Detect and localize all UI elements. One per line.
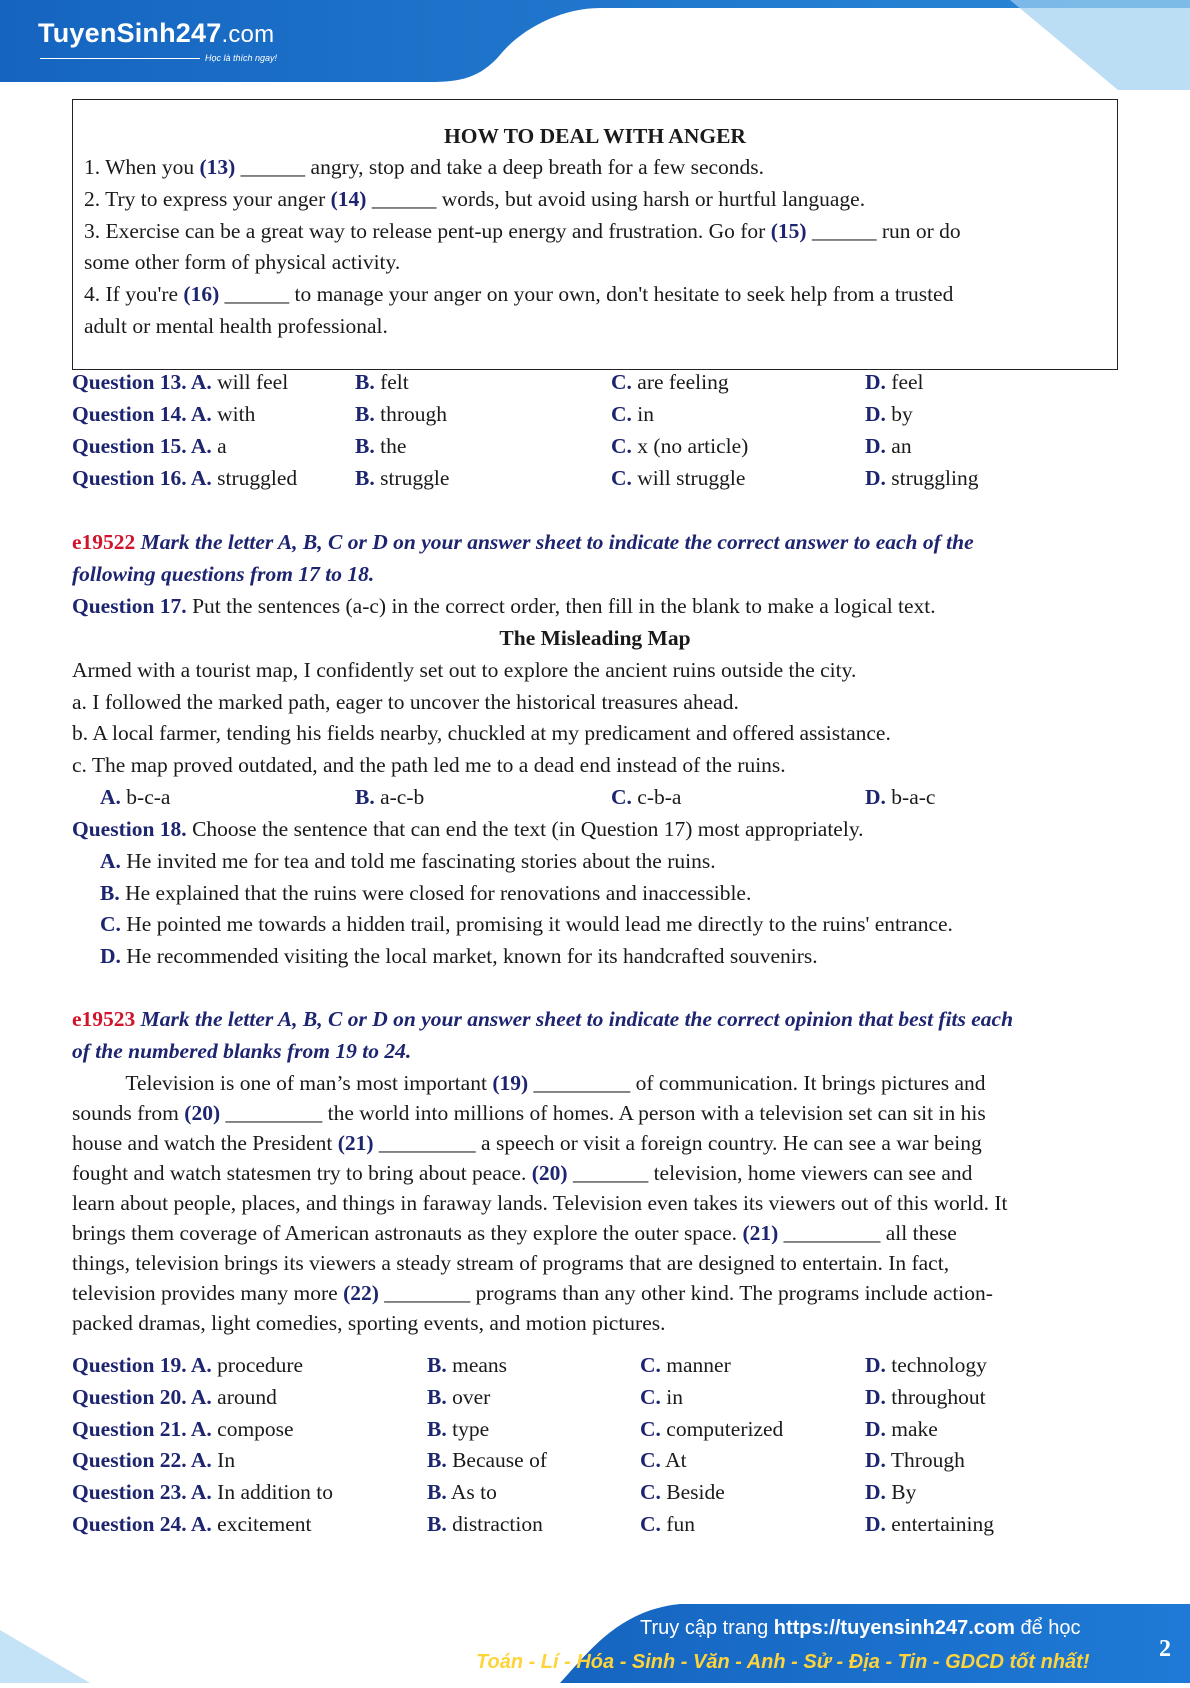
passage-text: _________ the world into millions of homes. A person with a television set can sit in his <box>220 1101 986 1125</box>
option-letter: C. <box>611 466 632 490</box>
passage-line <box>84 187 865 212</box>
question-text: Put the sentences (a-c) in the correct order, then fill in the blank to make a logical text. <box>186 594 936 618</box>
passage-line <box>84 314 388 339</box>
option-letter: B. <box>355 370 375 394</box>
option-text: struggled <box>211 466 298 490</box>
instruction-text: Mark the letter A, B, C or D on your answer sheet to indicate the correct answer to each of the <box>135 530 974 554</box>
option-text: Through <box>885 1448 965 1472</box>
option-text: As to <box>446 1480 497 1504</box>
option-letter: D. <box>100 944 121 968</box>
option-text: entertaining <box>885 1512 994 1536</box>
question-label: Question 24. A. <box>72 1512 212 1536</box>
question-label: Question 16. A. <box>72 466 212 490</box>
option-d[interactable] <box>865 1480 916 1505</box>
option-text: make <box>885 1417 938 1441</box>
passage-text: _________ of communication. It brings pictures and <box>528 1071 986 1095</box>
option-d[interactable] <box>865 370 924 395</box>
option-text: excitement <box>211 1512 312 1536</box>
passage-text: 3. Exercise can be a great way to release pent-up energy and frustration. Go for <box>84 219 771 243</box>
option-letter: B. <box>355 434 375 458</box>
section-code: e19523 <box>72 1007 136 1031</box>
option-letter: C. <box>640 1417 661 1441</box>
passage-line <box>72 1191 1008 1216</box>
blank-number: (14) <box>330 187 367 211</box>
option-text: In <box>211 1448 236 1472</box>
option-letter: B. <box>427 1353 447 1377</box>
section-19-24-instruction-line-1 <box>72 1007 1013 1032</box>
option-c[interactable] <box>640 1480 725 1505</box>
section-19-24-instruction-line-2: of the numbered blanks from 19 to 24. <box>72 1039 412 1063</box>
question-label: Question 23. A. <box>72 1480 212 1504</box>
option-d[interactable] <box>865 1448 965 1473</box>
passage-text: 4. If you're <box>84 282 184 306</box>
option-text: felt <box>374 370 409 394</box>
option-text: b-c-a <box>120 785 171 809</box>
passage-line <box>72 1281 993 1306</box>
passage-line <box>72 1311 666 1336</box>
option-text: He explained that the ruins were closed for renovations and inaccessible. <box>119 881 752 905</box>
option-letter: C. <box>611 370 632 394</box>
passage-text: _________ all these <box>778 1221 957 1245</box>
option-letter: B. <box>427 1448 447 1472</box>
option-c[interactable] <box>611 466 745 491</box>
option-text: will feel <box>211 370 289 394</box>
passage-text: 1. When you <box>84 155 200 179</box>
option-b[interactable] <box>355 370 409 395</box>
option-letter: B. <box>427 1417 447 1441</box>
option-letter: D. <box>865 370 886 394</box>
footer-visit-text <box>640 1617 1081 1640</box>
passage-line <box>84 219 961 244</box>
footer-subjects: Toán - Lí - Hóa - Sinh - Văn - Anh - Sử - Địa - Tin - GDCD tốt nhất! <box>476 1651 1090 1673</box>
option-b[interactable] <box>427 1353 507 1378</box>
option-text: feel <box>885 370 924 394</box>
blank-number: (20) <box>184 1101 221 1125</box>
blank-number: (20) <box>531 1161 568 1185</box>
option-text: are feeling <box>631 370 729 394</box>
option-d[interactable] <box>865 434 912 459</box>
question-option-a <box>72 402 255 427</box>
option-letter: D. <box>865 1448 886 1472</box>
logo-slogan: Học là thích ngay! <box>205 53 278 63</box>
option-text: Beside <box>660 1480 725 1504</box>
passage-text: _________ a speech or visit a foreign country. He can see a war being <box>373 1131 982 1155</box>
passage-line <box>84 282 953 307</box>
question-label: Question 13. A. <box>72 370 212 394</box>
option-c[interactable] <box>611 785 681 810</box>
blank-number: (21) <box>337 1131 374 1155</box>
question-option-a <box>72 1480 333 1505</box>
passage-line <box>72 1071 986 1096</box>
option-text: x (no article) <box>631 434 749 458</box>
passage-text: adult or mental health professional. <box>84 314 388 338</box>
option-d[interactable] <box>865 1417 938 1442</box>
passage-line <box>72 1161 972 1186</box>
passage-text: sounds from <box>72 1101 185 1125</box>
option-text: type <box>446 1417 490 1441</box>
question-label: Question 22. A. <box>72 1448 212 1472</box>
option-text: distraction <box>446 1512 543 1536</box>
option-b[interactable] <box>427 1385 490 1410</box>
footer-post-text: để học <box>1014 1617 1081 1639</box>
question-option-a <box>72 1353 303 1378</box>
option-c[interactable] <box>640 1417 783 1442</box>
option-letter: D. <box>865 434 886 458</box>
option-text: struggle <box>374 466 450 490</box>
passage-text: house and watch the President <box>72 1131 338 1155</box>
option-letter: B. <box>427 1480 447 1504</box>
option-text: the <box>374 434 407 458</box>
option-c[interactable] <box>640 1448 687 1473</box>
option-letter: D. <box>865 1417 886 1441</box>
option-b[interactable] <box>355 466 449 491</box>
passage-text: television provides many more <box>72 1281 344 1305</box>
option-text: an <box>885 434 912 458</box>
passage-line <box>72 1101 986 1126</box>
blank-number: (21) <box>742 1221 779 1245</box>
option-text: through <box>374 402 447 426</box>
option-letter: C. <box>611 785 632 809</box>
question-label: Question 14. A. <box>72 402 212 426</box>
option-c[interactable] <box>640 1512 695 1537</box>
option-letter: D. <box>865 1353 886 1377</box>
option-b[interactable] <box>355 785 424 810</box>
option-letter: B. <box>355 402 375 426</box>
option-text: in <box>631 402 655 426</box>
option-d[interactable] <box>865 466 978 491</box>
question-text: Choose the sentence that can end the text (in Question 17) most appropriately. <box>186 817 864 841</box>
option-letter: C. <box>640 1353 661 1377</box>
option-letter: D. <box>865 1480 886 1504</box>
section-17-18-instruction-line-1 <box>72 530 974 555</box>
option-letter: D. <box>865 402 886 426</box>
option-b[interactable] <box>355 402 447 427</box>
passage-text: ______ angry, stop and take a deep breath for a few seconds. <box>235 155 765 179</box>
question-option-a <box>72 1448 235 1473</box>
option-text: manner <box>660 1353 731 1377</box>
option-c[interactable] <box>640 1353 731 1378</box>
logo-suffix-text: .com <box>221 21 275 48</box>
question-17-stem <box>72 594 936 619</box>
question-label: Question 18. <box>72 817 187 841</box>
option-b[interactable] <box>427 1480 497 1505</box>
sentence-c: c. The map proved outdated, and the path led me to a dead end instead of the ruins. <box>72 753 786 777</box>
option-letter: B. <box>355 466 375 490</box>
option-d[interactable] <box>865 1353 987 1378</box>
option-d[interactable] <box>865 1512 994 1537</box>
passage-text: ______ run or do <box>806 219 961 243</box>
question-option-a <box>72 434 227 459</box>
passage-text: things, television brings its viewers a steady stream of programs that are designed to entertain. In fact, <box>72 1251 950 1275</box>
option-text: By <box>885 1480 917 1504</box>
question-option-a <box>72 1385 277 1410</box>
option-text: with <box>211 402 256 426</box>
question-option-a <box>72 466 297 491</box>
logo-underline <box>40 58 200 59</box>
option-text: b-a-c <box>885 785 936 809</box>
section-code: e19522 <box>72 530 136 554</box>
option-c[interactable] <box>640 1385 683 1410</box>
passage-text: ______ words, but avoid using harsh or hurtful language. <box>366 187 866 211</box>
passage-line <box>72 1131 982 1156</box>
logo-main-text: TuyenSinh247 <box>38 18 222 48</box>
option-text: He recommended visiting the local market, known for its handcrafted souvenirs. <box>120 944 818 968</box>
option-text: a-c-b <box>374 785 425 809</box>
option-b[interactable] <box>427 1448 547 1473</box>
question-label: Question 21. A. <box>72 1417 212 1441</box>
option-letter: D. <box>865 1512 886 1536</box>
passage-text: 2. Try to express your anger <box>84 187 331 211</box>
option-text: In addition to <box>211 1480 334 1504</box>
option-d[interactable] <box>865 785 935 810</box>
story-intro: Armed with a tourist map, I confidently set out to explore the ancient ruins outside the city. <box>72 658 857 682</box>
option-b[interactable] <box>100 881 751 906</box>
option-letter: B. <box>100 881 120 905</box>
option-letter: A. <box>100 849 121 873</box>
option-text: He invited me for tea and told me fascinating stories about the ruins. <box>120 849 716 873</box>
option-d[interactable] <box>865 1385 986 1410</box>
footer-url-link[interactable]: https://tuyensinh247.com <box>773 1617 1015 1639</box>
option-letter: A. <box>100 785 121 809</box>
option-text: will struggle <box>631 466 746 490</box>
option-text: procedure <box>211 1353 304 1377</box>
option-text: throughout <box>885 1385 986 1409</box>
passage-text: Television is one of man’s most important <box>72 1071 493 1095</box>
option-text: in <box>660 1385 684 1409</box>
option-letter: B. <box>427 1385 447 1409</box>
option-letter: C. <box>640 1385 661 1409</box>
option-c[interactable] <box>611 434 748 459</box>
question-label: Question 15. A. <box>72 434 212 458</box>
story-title: The Misleading Map <box>499 626 691 650</box>
option-letter: C. <box>640 1512 661 1536</box>
passage-line <box>72 1251 949 1276</box>
option-text: compose <box>211 1417 294 1441</box>
option-letter: C. <box>611 402 632 426</box>
question-option-a <box>72 1512 311 1537</box>
option-text: struggling <box>885 466 979 490</box>
option-text: technology <box>885 1353 987 1377</box>
option-letter: B. <box>355 785 375 809</box>
option-d[interactable] <box>100 944 818 969</box>
option-letter: C. <box>100 912 121 936</box>
passage-text: some other form of physical activity. <box>84 250 401 274</box>
question-18-stem <box>72 817 864 842</box>
blank-number: (19) <box>492 1071 529 1095</box>
section-17-18-instruction-line-2: following questions from 17 to 18. <box>72 562 375 586</box>
option-text: a <box>211 434 227 458</box>
option-b[interactable] <box>427 1512 543 1537</box>
blank-number: (13) <box>199 155 236 179</box>
passage-text: ______ to manage your anger on your own, don't hesitate to seek help from a trusted <box>219 282 954 306</box>
option-c[interactable] <box>611 402 654 427</box>
passage-text: brings them coverage of American astronauts as they explore the outer space. <box>72 1221 743 1245</box>
page-number: 2 <box>1159 1636 1171 1662</box>
option-letter: C. <box>640 1448 661 1472</box>
option-b[interactable] <box>355 434 406 459</box>
option-a[interactable] <box>100 849 716 874</box>
option-text: means <box>446 1353 508 1377</box>
option-text: fun <box>660 1512 695 1536</box>
option-text: over <box>446 1385 491 1409</box>
option-text: by <box>885 402 913 426</box>
question-label: Question 20. A. <box>72 1385 212 1409</box>
option-text: c-b-a <box>631 785 682 809</box>
question-label: Question 17. <box>72 594 187 618</box>
passage-text: learn about people, places, and things in faraway lands. Television even takes its viewers out of this world. It <box>72 1191 1008 1215</box>
passage-line <box>84 155 764 180</box>
option-text: At <box>660 1448 687 1472</box>
instruction-text: Mark the letter A, B, C or D on your answer sheet to indicate the correct opinion that best fits each <box>135 1007 1014 1031</box>
passage-text: _______ television, home viewers can see and <box>567 1161 973 1185</box>
passage-line <box>72 1221 957 1246</box>
blank-number: (15) <box>770 219 807 243</box>
passage-text: packed dramas, light comedies, sporting events, and motion pictures. <box>72 1311 666 1335</box>
passage-text: fought and watch statesmen try to bring about peace. <box>72 1161 532 1185</box>
footer-pre-text: Truy cập trang <box>640 1617 774 1639</box>
question-option-a <box>72 1417 294 1442</box>
option-c[interactable] <box>611 370 729 395</box>
option-text: He pointed me towards a hidden trail, promising it would lead me directly to the ruins' entrance. <box>120 912 953 936</box>
question-option-a <box>72 370 288 395</box>
option-letter: D. <box>865 785 886 809</box>
option-letter: C. <box>611 434 632 458</box>
option-text: Because of <box>446 1448 548 1472</box>
question-label: Question 19. A. <box>72 1353 212 1377</box>
option-letter: D. <box>865 1385 886 1409</box>
blank-number: (22) <box>343 1281 379 1305</box>
blank-number: (16) <box>183 282 220 306</box>
option-a[interactable] <box>100 785 170 810</box>
option-text: around <box>211 1385 277 1409</box>
option-b[interactable] <box>427 1417 489 1442</box>
option-d[interactable] <box>865 402 913 427</box>
passage-title: HOW TO DEAL WITH ANGER <box>444 124 746 148</box>
option-letter: C. <box>640 1480 661 1504</box>
option-letter: D. <box>865 466 886 490</box>
option-c[interactable] <box>100 912 953 937</box>
passage-text: ________ programs than any other kind. The programs include action- <box>378 1281 993 1305</box>
option-text: computerized <box>660 1417 784 1441</box>
sentence-a: a. I followed the marked path, eager to uncover the historical treasures ahead. <box>72 690 739 714</box>
site-logo[interactable] <box>38 18 274 49</box>
passage-line <box>84 250 400 275</box>
option-letter: B. <box>427 1512 447 1536</box>
sentence-b: b. A local farmer, tending his fields nearby, chuckled at my predicament and offered assistance. <box>72 721 891 745</box>
